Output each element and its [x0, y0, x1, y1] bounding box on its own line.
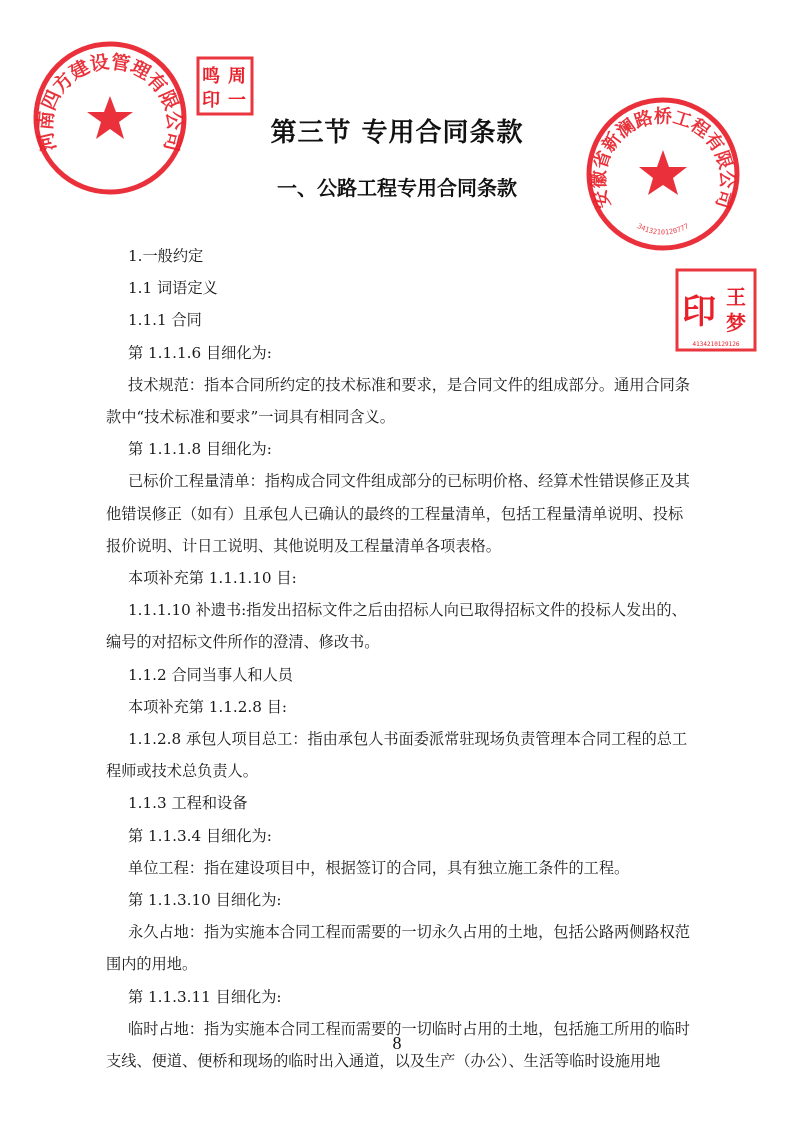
clause-line: 第 1.1.1.6 目细化为: [128, 343, 272, 362]
clause-paragraph: 已标价工程量清单：指构成合同文件组成部分的已标明价格、经算术性错误修正及其他错误修正（如有）且承包人已确认的最终的工程量清单，包括工程量清单说明、投标报价说明、计日工说明、其他说明及工程量清单各项表格。 [106, 472, 690, 555]
section-subtitle: 一、公路工程专用合同条款 [277, 176, 517, 200]
svg-text:周: 周 [228, 66, 246, 87]
svg-text:4134210129126: 4134210129126 [692, 341, 740, 348]
clause-line: 第 1.1.3.4 目细化为: [128, 826, 272, 845]
clause-line: 本项补充第 1.1.1.10 目: [128, 569, 297, 588]
page-number: 8 [392, 1033, 402, 1053]
clause-paragraph: 技术规范：指本合同所约定的技术标准和要求，是合同文件的组成部分。通用合同条款中“技术标准和要求”一词具有相同含义。 [106, 375, 690, 427]
clause-paragraph: 临时占地：指为实施本合同工程而需要的一切临时占用的土地，包括施工所用的临时支线、便道、便桥和现场的临时出入通道，以及生产（办公）、生活等临时设施用地 [106, 1019, 690, 1071]
section-title: 第三节 专用合同条款 [270, 118, 524, 148]
clause-line: 单位工程：指在建设项目中，根据签订的合同，具有独立施工条件的工程。 [128, 858, 630, 877]
clause-line: 第 1.1.1.8 目细化为: [128, 440, 272, 459]
contract-clauses [0, 240, 794, 1077]
svg-text:安徽省新澜路桥工程有限公司: 安徽省新澜路桥工程有限公司 [588, 106, 738, 211]
clause-line: 本项补充第 1.1.2.8 目: [128, 697, 288, 716]
clause-line: 1.1 词语定义 [128, 279, 218, 298]
svg-text:3413210120777: 3413210120777 [635, 222, 691, 237]
clause-line: 1.1.3 工程和设备 [128, 794, 248, 813]
clause-paragraph: 1.1.2.8 承包人项目总工：指由承包人书面委派常驻现场负责管理本合同工程的总工程师或技术总负责人。 [106, 730, 688, 781]
clause-line: 1.1.1 合同 [128, 311, 202, 330]
clause-paragraph: 永久占地：指为实施本合同工程而需要的一切永久占用的土地，包括公路两侧路权范围内的用地。 [106, 923, 690, 974]
clause-line: 1.1.2 合同当事人和人员 [128, 665, 293, 684]
personal-seal-left [196, 56, 254, 116]
svg-text:鸣: 鸣 [202, 66, 220, 87]
clause-line: 第 1.1.3.10 目细化为: [128, 891, 282, 910]
svg-text:梦: 梦 [726, 311, 746, 335]
seal-left-text: 河南四方建设管理有限公司 [34, 51, 186, 154]
clause-line: 第 1.1.3.11 目细化为: [128, 987, 282, 1006]
svg-text:一: 一 [228, 90, 246, 111]
svg-text:印: 印 [202, 90, 220, 111]
clause-paragraph: 1.1.1.10 补遗书:指发出招标文件之后由招标人向已取得招标文件的投标人发出的、编号的对招标文件所作的澄清、修改书。 [106, 601, 687, 652]
svg-text:印: 印 [682, 292, 716, 332]
clause-line: 1.一般约定 [128, 247, 204, 265]
svg-text:王: 王 [726, 285, 746, 309]
